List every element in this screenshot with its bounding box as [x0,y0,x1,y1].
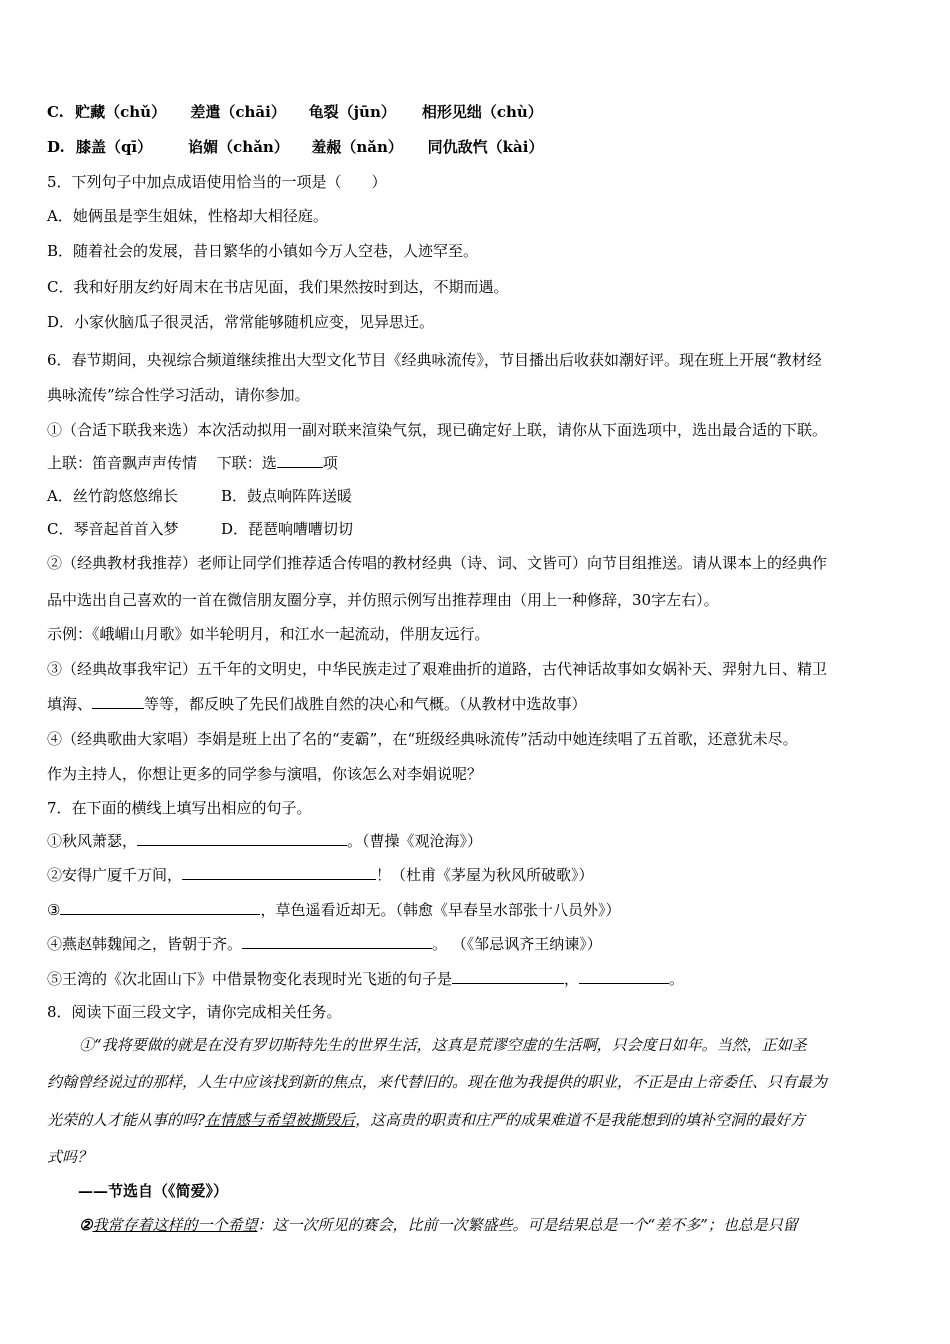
passage1-line3 [47,1110,805,1130]
option-d: D．琵琶响嘈嘈切切 [221,520,354,538]
text-segment: ④燕赵韩魏闻之，皆朝于齐。 [47,935,243,953]
q6-part4-line2: 作为主持人，你想让更多的同学参与演唱，你该怎么对李娟说呢？ [47,765,483,783]
text-segment: 。 （《邹忌讽齐王纳谏》） [432,935,602,953]
q6-part3-line2 [47,694,587,714]
text-segment: ①秋风萧瑟， [47,832,138,850]
text-segment: ，这高贵的职责和庄严的成果难道不是我能想到的填补空洞的最好方 [355,1111,806,1129]
q6-part3-line1: ③（经典故事我牢记）五千年的文明史，中华民族走过了艰难曲折的道路，古代神话故事如女娲补天、羿射九日、精卫 [47,660,828,678]
text-segment: ， [564,970,580,988]
q6-part1: ①（合适下联我来选）本次活动拟用一副对联来渲染气氛，现已确定好上联，请你从下面选项中，选出最合适的下联。 [47,421,828,439]
q8-stem: 8．阅读下面三段文字，请你完成相关任务。 [47,1003,342,1021]
answer-blank[interactable] [60,900,260,915]
answer-blank[interactable] [452,969,564,984]
answer-blank[interactable] [579,969,669,984]
text-segment: 。（曹操《观沧海》） [347,832,483,850]
word-item: 羞赧（nǎn） [311,138,403,156]
option-a: A．丝竹韵悠悠绵长 [47,487,178,505]
option-b: B．鼓点响阵阵送暖 [221,487,353,505]
answer-blank[interactable] [277,453,323,468]
q5-option-b: B．随着社会的发展，昔日繁华的小镇如今万人空巷，人迹罕至。 [47,242,479,260]
couplet-suffix: 项 [322,454,338,472]
q6-part4-line1: ④（经典歌曲大家唱）李娟是班上出了名的“麦霸”，在“班级经典咏流传”活动中她连续唱了五首歌，还意犹未尽。 [47,730,798,748]
q4-option-d [47,137,543,157]
q5-option-a: A．她俩虽是孪生姐妹，性格却大相径庭。 [47,207,328,225]
text-segment: ，草色遥看近却无。（韩愈《早春呈水部张十八员外》） [260,901,621,919]
option-c: C．琴音起首首入梦 [47,520,179,538]
answer-blank[interactable] [182,865,376,880]
q7-stem: 7．在下面的横线上填写出相应的句子。 [47,799,312,817]
text-segment: 。 [669,970,685,988]
text-segment: ③ [47,901,61,919]
text-segment: ⑤王湾的《次北固山下》中借景物变化表现时光飞逝的句子是 [47,970,453,988]
text-segment: 填海、 [47,695,93,713]
text-segment: ：这一次所见的赛会，比前一次繁盛些。可是结果总是一个“差不多”；也总是只留 [257,1216,798,1234]
q6-options-ab [47,486,352,506]
word-item: 龟裂（jūn） [308,103,396,121]
text-segment: ②安得广厦千万间， [47,866,183,884]
q6-stem-line2: 典咏流传”综合性学习活动，请你参加。 [47,386,310,404]
answer-blank[interactable] [242,934,432,949]
word-item: 谄媚（chǎn） [188,138,289,156]
text-segment: ！（杜甫《茅屋为秋风所破歌》） [376,866,594,884]
word-item: 差遣（chāi） [190,103,286,121]
q6-part2-line2: 品中选出自己喜欢的一首在微信朋友圈分享，并仿照示例写出推荐理由（用上一种修辞，30字左右）。 [47,591,719,609]
answer-blank[interactable] [92,694,144,709]
paragraph-number: ② [79,1216,93,1234]
option-label: D. [47,138,65,156]
q7-line4 [47,934,602,954]
q7-line3 [47,900,620,920]
text-segment: 光荣的人才能从事的吗? [47,1111,206,1129]
couplet-text: 上联：笛音飘声声传情 下联：选 [47,454,277,472]
q5-option-c: C．我和好朋友约好周末在书店见面，我们果然按时到达，不期而遇。 [47,278,509,296]
word-item: 相形见绌（chù） [421,103,543,121]
q5-option-d: D．小家伙脑瓜子很灵活，常常能够随机应变，见异思迁。 [47,313,435,331]
passage1-line4: 式吗？ [47,1148,93,1166]
passage1-line1: ①“我将要做的就是在没有罗切斯特先生的世界生活，这真是荒谬空虚的生活啊，只会度日如年。当然，正如圣 [79,1036,807,1054]
passage1-line2: 约翰曾经说过的那样，人生中应该找到新的焦点，来代替旧的。现在他为我提供的职业，不正是由上帝委任、只有最为 [47,1073,828,1091]
word-item: 贮藏（chǔ） [75,103,167,121]
q7-line5 [47,969,684,989]
q7-line1 [47,831,482,851]
passage1-source: ——节选自（《简爱》） [78,1182,229,1200]
q6-stem-line1: 6．春节期间，央视综合频道继续推出大型文化节目《经典咏流传》，节目播出后收获如潮好评。现在班上开展“教材经 [47,351,822,369]
underlined-phrase: 在情感与希望被撕毁后 [205,1111,356,1129]
q6-part2-line1: ②（经典教材我推荐）老师让同学们推荐适合传唱的教材经典（诗、词、文皆可）向节目组推送。请从课本上的经典作 [47,554,828,572]
answer-blank[interactable] [137,831,347,846]
text-segment: 等等，都反映了先民们战胜自然的决心和气概。（从教材中选故事） [144,695,587,713]
underlined-phrase: 我常存着这样的一个希望 [92,1216,258,1234]
word-item: 膝盖（qī） [75,138,153,156]
word-item: 同仇敌忾（kài） [427,138,544,156]
q6-couplet [47,453,338,473]
passage2-line1 [79,1215,798,1235]
q7-line2 [47,865,594,885]
q4-option-c [47,102,543,122]
q6-options-cd [47,519,353,539]
q5-stem: 5．下列句子中加点成语使用恰当的一项是（ ） [47,173,387,191]
q6-example: 示例：《峨嵋山月歌》如半轮明月，和江水一起流动，伴朋友远行。 [47,625,490,643]
option-label: C. [47,103,64,121]
